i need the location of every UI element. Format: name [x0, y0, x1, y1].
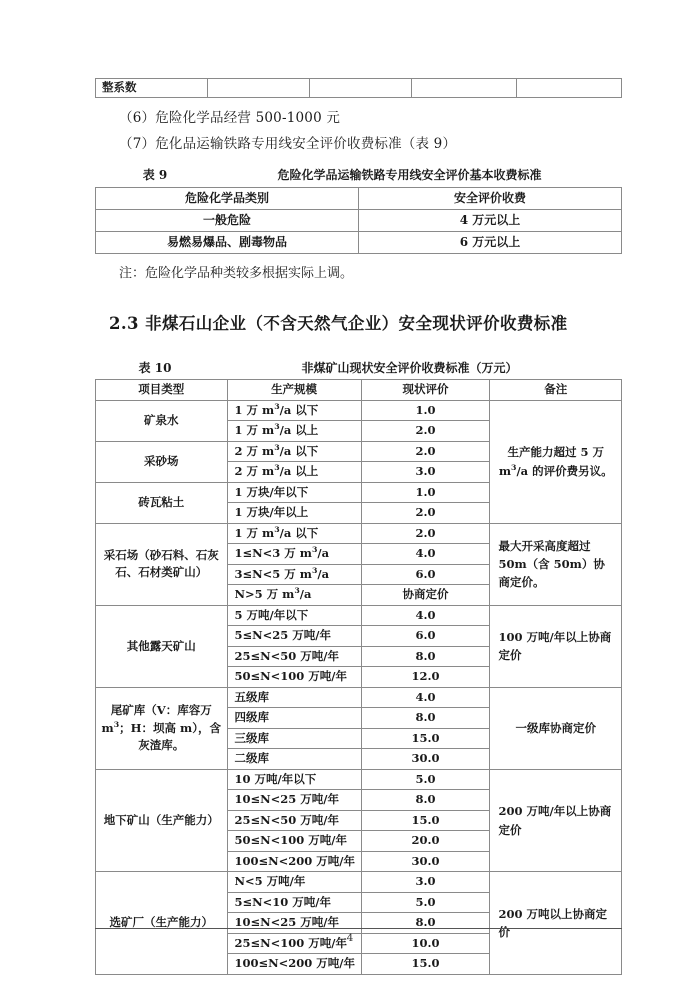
table10-value: 3.0: [361, 872, 490, 893]
table9: [95, 187, 622, 254]
table10-caption-number: 表 10: [138, 360, 172, 375]
table10-scale: 1 万 $m^3/a$ 以下: [227, 523, 361, 544]
table-row: [96, 523, 622, 544]
table10-scale: 2 万 $m^3/a$ 以下: [227, 441, 361, 462]
table10-value: 8.0: [361, 708, 490, 729]
table9-caption: [95, 165, 622, 187]
table10-value: 6.0: [361, 626, 490, 647]
fragment-empty-cell-1: [207, 79, 309, 98]
table10-category-mineral-water: 矿泉水: [96, 400, 228, 441]
table10-category-ore-dressing-plant: 选矿厂（生产能力）: [96, 872, 228, 975]
table10-value: 2.0: [361, 523, 490, 544]
table10-value: 15.0: [361, 954, 490, 975]
table-row: [96, 79, 622, 98]
table10-scale: 二级库: [227, 749, 361, 770]
table9-cell-fee: 4 万元以上: [359, 209, 622, 231]
page-content: [95, 78, 622, 975]
table9-cell-category: 一般危险: [96, 209, 359, 231]
table10-value: 2.0: [361, 421, 490, 442]
table9-header-category: 危险化学品类别: [96, 187, 359, 209]
table9-caption-title: 危险化学品运输铁路专用线安全评价基本收费标准: [277, 168, 542, 183]
table9-cell-fee: 6 万元以上: [359, 231, 622, 253]
table-row: [96, 231, 622, 253]
table10-scale: 25≤N<100 万吨/年: [227, 933, 361, 954]
fragment-empty-cell-3: [412, 79, 517, 98]
table10-header-production-scale: 生产规模: [227, 380, 361, 401]
table10-scale: 50≤N<100 万吨/年: [227, 831, 361, 852]
table9-note: 注：危险化学品种类较多根据实际上调。: [119, 265, 354, 281]
table10-value: 30.0: [361, 851, 490, 872]
table10-scale: 3≤N<5 万 $m^3/a$: [227, 564, 361, 585]
table10-remark-2: 最大开采高度超过 50m（含 50m）协商定价。: [490, 523, 622, 605]
table10-scale: 1≤N<3 万 $m^3/a$: [227, 544, 361, 565]
table10-remark-4: 一级库协商定价: [490, 687, 622, 769]
table10-value: 1.0: [361, 400, 490, 421]
table10-scale: 100≤N<200 万吨/年: [227, 851, 361, 872]
page-number: 4: [346, 932, 354, 944]
table10-header-row: [96, 380, 622, 401]
table-row: [96, 872, 622, 893]
section-title: 非煤石山企业（不含天然气企业）安全现状评价收费标准: [145, 314, 568, 334]
table10-value: 4.0: [361, 544, 490, 565]
table10-value: 12.0: [361, 667, 490, 688]
table10-category-brick-clay: 砖瓦粘土: [96, 482, 228, 523]
table-row: [96, 687, 622, 708]
table10-value: 30.0: [361, 749, 490, 770]
table10-category-sand-quarry: 采砂场: [96, 441, 228, 482]
table-row: [96, 187, 622, 209]
fragment-row-label: 整系数: [96, 79, 208, 98]
table10-scale: 2 万 $m^3/a$ 以上: [227, 462, 361, 483]
table9-cell-category: 易燃易爆品、剧毒物品: [96, 231, 359, 253]
table10-category-stone-quarry: 采石场（砂石料、石灰石、石材类矿山）: [96, 523, 228, 605]
table10-scale: 10≤N<25 万吨/年: [227, 790, 361, 811]
table9-header-fee: 安全评价收费: [359, 187, 622, 209]
table10-value: 2.0: [361, 441, 490, 462]
table10-scale: 25≤N<50 万吨/年: [227, 646, 361, 667]
footer-divider: [95, 928, 622, 929]
table10-scale: 5 万吨/年以下: [227, 605, 361, 626]
table-row: [96, 769, 622, 790]
table10-scale: 50≤N<100 万吨/年: [227, 667, 361, 688]
table10: [95, 379, 622, 975]
table10-scale: 1 万 $m^3/a$ 以上: [227, 421, 361, 442]
table10-scale: 1 万 $m^3/a$ 以下: [227, 400, 361, 421]
table10-header-project-type: 项目类型: [96, 380, 228, 401]
table10-value: 5.0: [361, 892, 490, 913]
table-fragment-continued: [95, 78, 622, 98]
table10-value: 10.0: [361, 933, 490, 954]
table10-header-current-evaluation: 现状评价: [361, 380, 490, 401]
section-number: 2.3: [109, 314, 139, 334]
table10-remark-3: 100 万吨/年以上协商定价: [490, 605, 622, 687]
table10-scale: 1 万块/年以下: [227, 482, 361, 503]
table10-remark-6: 200 万吨以上协商定价: [490, 872, 622, 975]
table10-value: 8.0: [361, 790, 490, 811]
table10-value: 3.0: [361, 462, 490, 483]
table10-value: 20.0: [361, 831, 490, 852]
table10-value: 1.0: [361, 482, 490, 503]
table10-scale: 四级库: [227, 708, 361, 729]
table10-scale: 25≤N<50 万吨/年: [227, 810, 361, 831]
table9-caption-number: 表 9: [142, 168, 168, 183]
table10-category-tailings-pond: 尾矿库（V：库容万 $m^3$；H：坝高 m），含灰渣库。: [96, 687, 228, 769]
table10-scale: 5≤N<25 万吨/年: [227, 626, 361, 647]
table10-value: 15.0: [361, 728, 490, 749]
page-title: [95, 311, 622, 337]
table10-scale: N>5 万 $m^3/a$: [227, 585, 361, 606]
table10-scale: 五级库: [227, 687, 361, 708]
table-row: [96, 400, 622, 421]
table10-value: 8.0: [361, 913, 490, 934]
table10-value: 4.0: [361, 687, 490, 708]
table10-value: 协商定价: [361, 585, 490, 606]
fragment-empty-cell-4: [517, 79, 622, 98]
table10-value: 2.0: [361, 503, 490, 524]
paragraph-item-7: （7）危化品运输铁路专用线安全评价收费标准（表 9）: [119, 135, 457, 152]
table10-value: 4.0: [361, 605, 490, 626]
table10-scale: 1 万块/年以上: [227, 503, 361, 524]
table10-header-remarks: 备注: [490, 380, 622, 401]
table10-value: 8.0: [361, 646, 490, 667]
table10-value: 6.0: [361, 564, 490, 585]
fragment-empty-cell-2: [309, 79, 411, 98]
table10-scale: 100≤N<200 万吨/年: [227, 954, 361, 975]
table10-scale: N<5 万吨/年: [227, 872, 361, 893]
table10-scale: 三级库: [227, 728, 361, 749]
table10-caption: [95, 358, 622, 380]
table10-caption-title: 非煤矿山现状安全评价收费标准（万元）: [301, 360, 518, 375]
table10-remark-5: 200 万吨/年以上协商定价: [490, 769, 622, 872]
table10-scale: 10≤N<25 万吨/年: [227, 913, 361, 934]
table10-scale: 5≤N<10 万吨/年: [227, 892, 361, 913]
table10-scale: 10 万吨/年以下: [227, 769, 361, 790]
table10-value: 5.0: [361, 769, 490, 790]
table-row: [96, 605, 622, 626]
paragraph-item-6: （6）危险化学品经营 500-1000 元: [119, 110, 341, 126]
table10-value: 15.0: [361, 810, 490, 831]
table-row: [96, 209, 622, 231]
table10-category-underground-mine: 地下矿山（生产能力）: [96, 769, 228, 872]
table10-category-other-open-pit: 其他露天矿山: [96, 605, 228, 687]
table10-remark-1: 生产能力超过 5 万 $m^3/a$ 的评价费另议。: [490, 400, 622, 523]
